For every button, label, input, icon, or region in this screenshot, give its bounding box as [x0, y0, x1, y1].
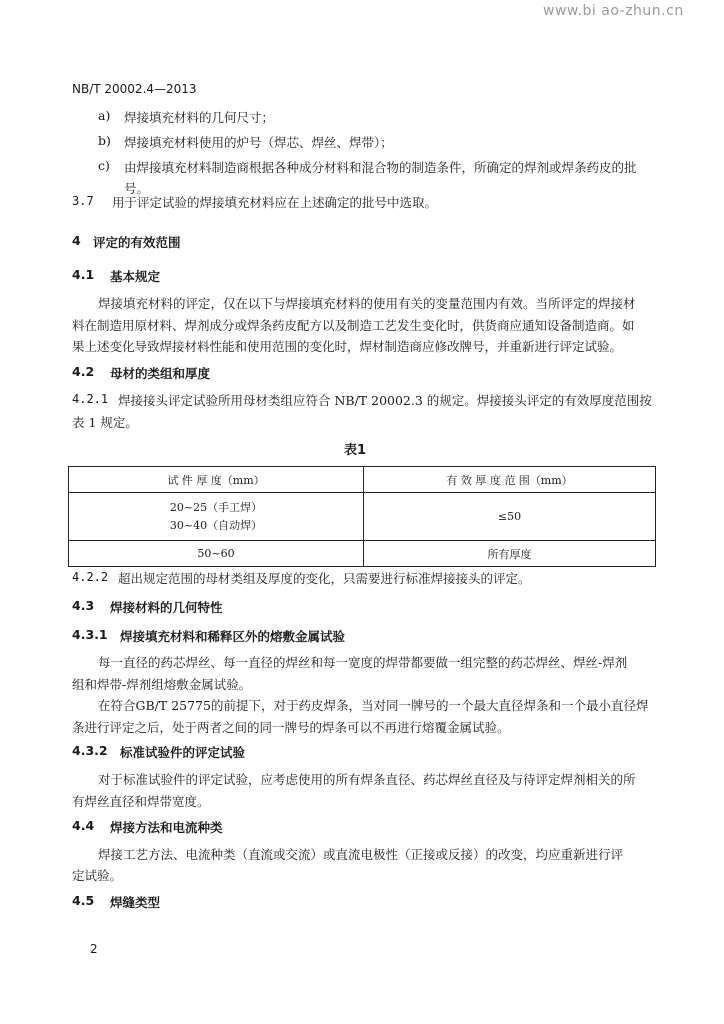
section-4-2-2-text: 超出规定范围的母材类组及厚度的变化，只需要进行标准焊接接头的评定。: [118, 571, 531, 586]
table-cell-thickness: [69, 493, 364, 541]
table-row: [69, 493, 656, 541]
page-number: 2: [90, 942, 98, 956]
section-number-4-5: 4.5: [72, 893, 95, 908]
section-4-1-line3: 果上述变化导致焊接材料性能和使用范围的变化时，焊材制造商应修改牌号，并重新进行评定试验。: [72, 339, 623, 354]
section-4-3-title: 焊接材料的几何特性: [110, 600, 223, 615]
section-4-1-line1: 焊接填充材料的评定，仅在以下与焊接填充材料的使用有关的变量范围内有效。当所评定的焊接材: [98, 296, 636, 311]
section-number-4-1: 4.1: [72, 267, 95, 282]
section-number-4-2: 4.2: [72, 364, 95, 379]
section-4-3-2-line2: 有焊丝直径和焊带宽度。: [72, 794, 210, 809]
list-marker-a: a): [98, 108, 111, 123]
section-4-3-1-p2-line2: 条进行评定之后，处于两者之间的同一牌号的焊条可以不再进行熔覆金属试验。: [72, 720, 510, 735]
table-cell-thickness: 50~60: [69, 541, 364, 567]
table-cell-range: ≤50: [364, 493, 656, 541]
watermark: www.bi ao-zhun.cn: [543, 3, 684, 19]
section-4-3-2-title: 标准试验件的评定试验: [120, 745, 246, 760]
section-4-1-title: 基本规定: [110, 269, 161, 284]
list-marker-c: c): [98, 158, 110, 173]
doc-number-header: NB/T 20002.4—2013: [72, 82, 197, 96]
table-header-thickness: 试 件 厚 度（mm）: [69, 467, 364, 493]
section-4-3-1-title: 焊接填充材料和稀释区外的熔敷金属试验: [120, 629, 346, 644]
section-4-5-title: 焊缝类型: [110, 895, 161, 910]
section-3-7-text: 用于评定试验的焊接填充材料应在上述确定的批号中选取。: [112, 195, 438, 210]
list-item-b: 焊接填充材料使用的炉号（焊芯、焊丝、焊带）；: [124, 135, 393, 150]
list-item-a: 焊接填充材料的几何尺寸；: [124, 110, 275, 125]
section-number-4-3-2: 4.3.2: [72, 743, 108, 758]
section-number-3-7: 3.7: [72, 194, 94, 208]
section-4-2-1-line1: 焊接接头评定试验所用母材类组应符合 NB/T 20002.3 的规定。焊接接头评定的有效厚度范围按: [118, 393, 652, 408]
section-4-4-title: 焊接方法和电流种类: [110, 820, 223, 835]
section-4-4-line2: 定试验。: [72, 868, 123, 883]
section-4-3-2-line1: 对于标准试验件的评定试验，应考虑使用的所有焊条直径、药芯焊丝直径及与待评定焊剂相关的所: [98, 772, 636, 787]
section-4-4-line1: 焊接工艺方法、电流种类（直流或交流）或直流电极性（正接或反接）的改变，均应重新进行评: [98, 847, 624, 862]
section-number-4: 4: [72, 233, 81, 248]
list-item-c-line1: 由焊接填充材料制造商根据各种成分材料和混合物的制造条件，所确定的焊剂或焊条药皮的批: [124, 160, 637, 175]
list-marker-b: b): [98, 133, 111, 148]
section-4-1-line2: 料在制造用原材料、焊剂成分或焊条药皮配方以及制造工艺发生变化时，供货商应通知设备制造商。如: [72, 318, 635, 333]
table-1: [68, 466, 656, 567]
thickness-auto: 30~40（自动焊）: [169, 518, 263, 532]
list-item-c-line2: 号。: [124, 181, 150, 196]
thickness-manual: 20~25（手工焊）: [169, 500, 263, 514]
section-4-3-1-p1-line1: 每一直径的药芯焊丝、每一直径的焊丝和每一宽度的焊带都要做一组完整的药芯焊丝、焊丝-焊剂: [98, 655, 628, 670]
section-4-title: 评定的有效范围: [93, 235, 181, 250]
section-4-3-1-p2-line1: 在符合GB/T 25775的前提下，对于药皮焊条，当对同一牌号的一个最大直径焊条和一个最小直径焊: [98, 698, 649, 713]
section-number-4-4: 4.4: [72, 818, 95, 833]
table-row: [69, 541, 656, 567]
table-header-range: 有 效 厚 度 范 围（mm）: [364, 467, 656, 493]
section-number-4-2-2: 4.2.2: [72, 570, 109, 584]
section-4-2-1-line2: 表 1 规定。: [72, 415, 138, 430]
table-cell-range: 所有厚度: [364, 541, 656, 567]
section-number-4-3: 4.3: [72, 598, 95, 613]
table-header-row: [69, 467, 656, 493]
section-4-2-title: 母材的类组和厚度: [110, 366, 211, 381]
section-number-4-2-1: 4.2.1: [72, 392, 109, 406]
table-caption: 表1: [344, 443, 367, 458]
section-number-4-3-1: 4.3.1: [72, 627, 108, 642]
section-4-3-1-p1-line2: 组和焊带-焊剂组熔敷金属试验。: [72, 677, 252, 692]
